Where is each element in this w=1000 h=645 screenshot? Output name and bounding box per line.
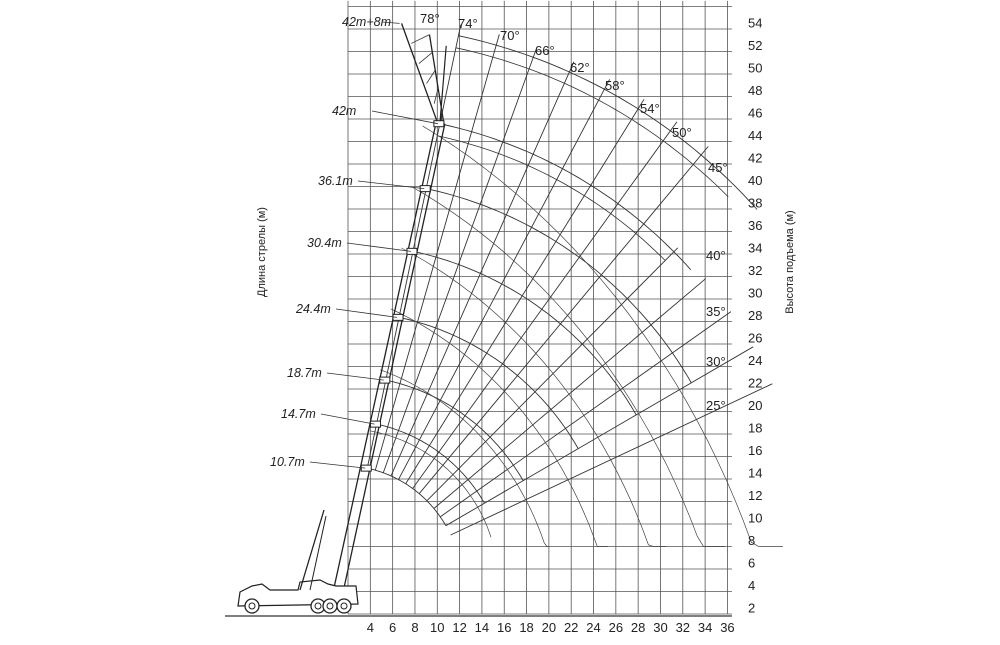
angle-line bbox=[427, 248, 678, 501]
y-tick-label: 54 bbox=[748, 15, 763, 31]
y-axis-title: Высота подъема (м) bbox=[784, 210, 796, 314]
angle-label: 70° bbox=[500, 28, 520, 43]
y-tick-label: 44 bbox=[748, 127, 763, 143]
jib-lattice bbox=[419, 52, 432, 63]
jib-line bbox=[429, 35, 443, 124]
boom-length-label: 42m+8m bbox=[342, 15, 391, 29]
y-tick-label: 14 bbox=[748, 465, 763, 481]
x-tick-label: 14 bbox=[474, 620, 490, 635]
boom-length-label: 14.7m bbox=[281, 407, 316, 421]
truck-wheel bbox=[245, 599, 259, 613]
truck-wheel bbox=[323, 599, 337, 613]
x-tick-label: 22 bbox=[563, 620, 579, 635]
y-tick-label: 34 bbox=[748, 240, 763, 256]
boom-section-joint bbox=[434, 121, 444, 127]
angle-label: 62° bbox=[570, 60, 590, 75]
y-tick-label: 36 bbox=[748, 217, 763, 233]
angle-label: 66° bbox=[535, 43, 555, 58]
jib-lattice bbox=[427, 70, 436, 83]
y-tick-label: 48 bbox=[748, 82, 763, 98]
angle-label: 25° bbox=[706, 398, 726, 413]
x-tick-label: 24 bbox=[586, 620, 601, 635]
x-tick-label: 30 bbox=[653, 620, 668, 635]
y-tick-label: 26 bbox=[748, 330, 763, 346]
angle-label: 74° bbox=[458, 16, 478, 31]
y-tick-label: 18 bbox=[748, 420, 763, 436]
boom-arc bbox=[458, 36, 757, 210]
angle-label: 78° bbox=[420, 11, 440, 26]
angle-lines bbox=[367, 25, 772, 535]
y-tick-label: 20 bbox=[748, 397, 763, 413]
x-tick-label: 36 bbox=[720, 620, 735, 635]
angle-label: 35° bbox=[706, 304, 726, 319]
x-tick-label: 32 bbox=[675, 620, 691, 635]
lift-curve bbox=[370, 431, 491, 537]
y-tick-label: 30 bbox=[748, 285, 763, 301]
outrigger bbox=[310, 516, 326, 590]
boom-leader bbox=[310, 462, 365, 468]
lift-curve bbox=[423, 126, 783, 546]
boom-leader bbox=[336, 309, 397, 317]
x-tick-label: 8 bbox=[411, 620, 419, 635]
angle-line bbox=[413, 122, 677, 489]
x-tick-label: 10 bbox=[430, 620, 445, 635]
angle-line bbox=[440, 312, 731, 517]
boom-arc-inner bbox=[437, 136, 665, 261]
x-tick-label: 16 bbox=[497, 620, 512, 635]
truck-wheel bbox=[337, 599, 351, 613]
boom-leader bbox=[347, 243, 411, 251]
angle-label: 50° bbox=[672, 125, 692, 140]
x-tick-label: 12 bbox=[452, 620, 467, 635]
x-tick-label: 6 bbox=[389, 620, 397, 635]
x-tick-label: 18 bbox=[519, 620, 534, 635]
boom-section-joint bbox=[371, 421, 381, 427]
angle-label: 30° bbox=[706, 354, 726, 369]
boom-length-label: 36.1m bbox=[318, 174, 353, 188]
y-tick-label: 42 bbox=[748, 150, 763, 166]
boom-length-label: 18.7m bbox=[287, 366, 322, 380]
boom-leader bbox=[372, 111, 438, 124]
angle-label: 40° bbox=[706, 248, 726, 263]
x-tick-label: 26 bbox=[608, 620, 624, 635]
boom-length-label: 42m bbox=[332, 104, 357, 118]
y-tick-label: 50 bbox=[748, 60, 763, 76]
angle-line bbox=[446, 347, 753, 526]
angle-label: 45° bbox=[708, 160, 728, 175]
boom-length-label: 30.4m bbox=[307, 236, 342, 250]
boom-main-left bbox=[334, 124, 435, 586]
angle-line bbox=[367, 25, 461, 468]
jib-line bbox=[402, 23, 438, 123]
y-tick-label: 32 bbox=[748, 262, 763, 278]
angle-line bbox=[406, 99, 644, 483]
y-tick-label: 16 bbox=[748, 442, 763, 458]
y-tick-label: 52 bbox=[748, 37, 763, 53]
boom-arcs bbox=[367, 36, 783, 547]
y-tick-label: 2 bbox=[748, 600, 756, 616]
boom-arc-inner bbox=[456, 48, 728, 197]
y-tick-label: 38 bbox=[748, 195, 763, 211]
y-tick-label: 46 bbox=[748, 105, 763, 121]
jib-line bbox=[440, 46, 446, 124]
y-tick-label: 22 bbox=[748, 375, 763, 391]
x-tick-label: 4 bbox=[366, 620, 374, 635]
y-tick-label: 28 bbox=[748, 307, 763, 323]
boom-length-label: 10.7m bbox=[270, 455, 305, 469]
y-tick-label: 12 bbox=[748, 487, 763, 503]
boom-axis-title: Длина стрелы (м) bbox=[256, 207, 268, 297]
x-tick-label: 34 bbox=[697, 620, 713, 635]
y-tick-label: 8 bbox=[748, 532, 756, 548]
x-tick-label: 28 bbox=[630, 620, 646, 635]
y-tick-label: 4 bbox=[748, 577, 756, 593]
y-tick-label: 24 bbox=[748, 352, 763, 368]
outrigger bbox=[300, 510, 324, 590]
y-tick-label: 10 bbox=[748, 510, 763, 526]
boom-leader bbox=[327, 373, 384, 380]
angle-label: 54° bbox=[640, 101, 660, 116]
boom-main-right bbox=[344, 124, 444, 586]
y-tick-label: 6 bbox=[748, 555, 756, 571]
angle-label: 58° bbox=[605, 78, 625, 93]
x-tick-label: 20 bbox=[541, 620, 557, 635]
boom-length-label: 24.4m bbox=[296, 302, 331, 316]
jib-lattice bbox=[411, 35, 429, 44]
boom-arc bbox=[367, 468, 446, 526]
y-tick-label: 40 bbox=[748, 172, 763, 188]
boom-leader bbox=[358, 181, 424, 189]
